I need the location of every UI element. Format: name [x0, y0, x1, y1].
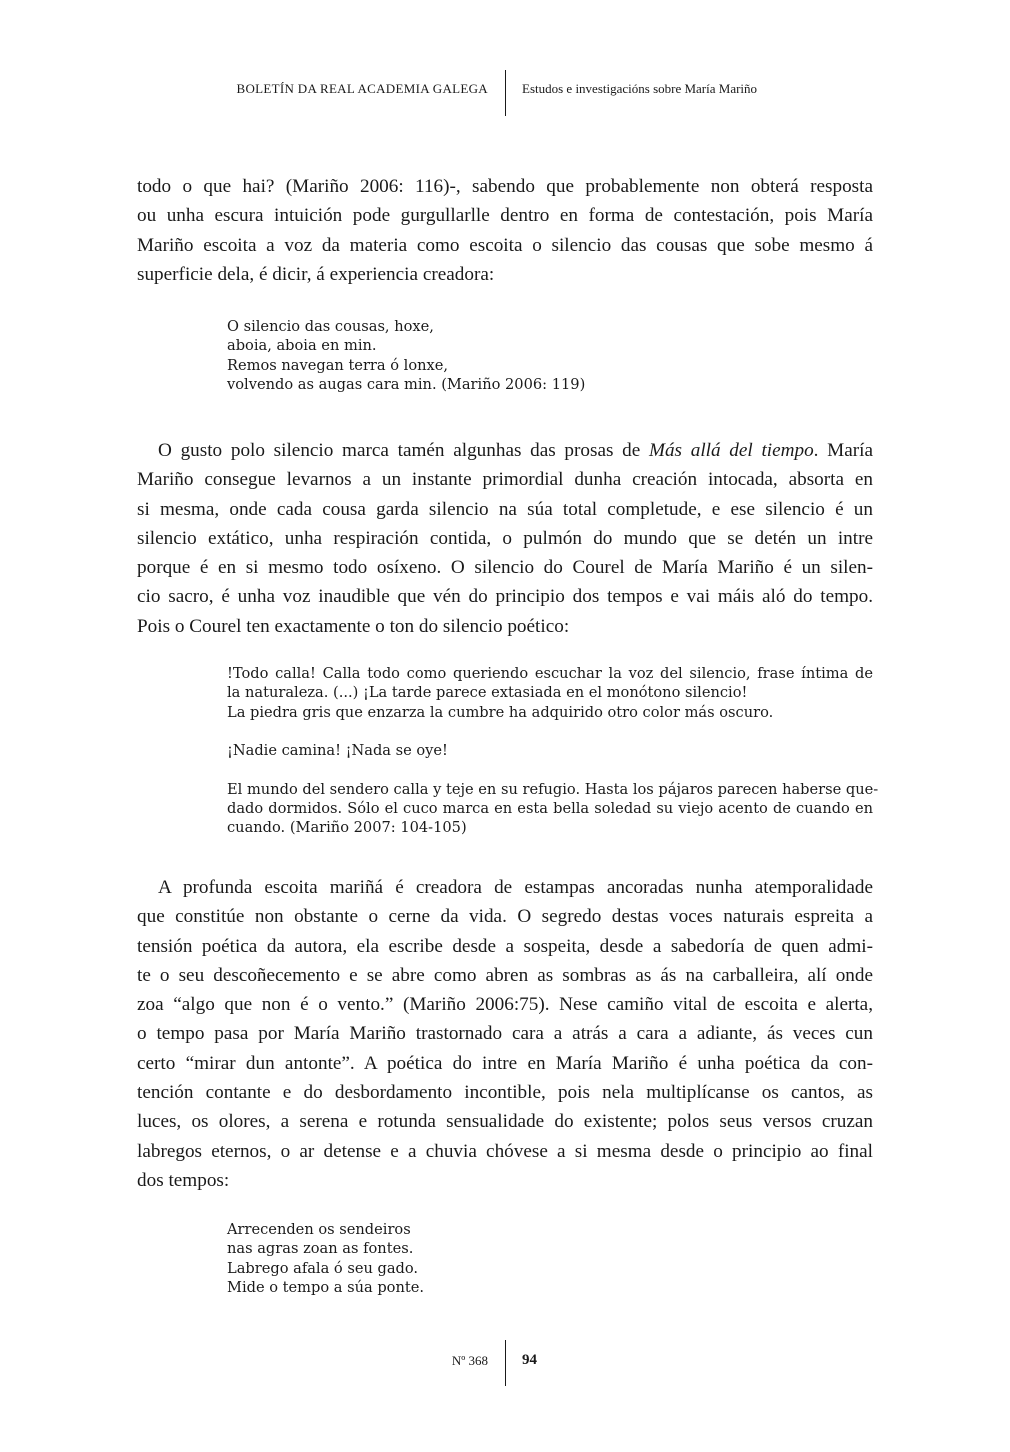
verse-line: nas agras zoan as fontes. — [227, 1240, 414, 1258]
verse-line: Remos navegan terra ó lonxe, — [227, 356, 449, 374]
header-divider — [505, 70, 506, 116]
quote-line: La piedra gris que enzarza la cumbre ha adquirido otro color más oscuro. — [227, 703, 774, 721]
text-line: luces, os olores, a serena e rotunda sensualidade do existente; polos seus versos cruzan — [137, 1111, 873, 1133]
quote-line: ¡Nadie camina! ¡Nada se oye! — [227, 742, 448, 760]
text-line: labregos eternos, o ar detense e a chuvia chóvese a si mesma desde o principio ao final — [137, 1140, 873, 1162]
text-line: superficie dela, é dicir, á experiencia creadora: — [137, 263, 495, 285]
text-line: porque é en si mesmo todo osíxeno. O silencio do Courel de María Mariño é un silen- — [137, 557, 873, 579]
text-line: que constitúe non obstante o cerne da vida. O segredo destas voces naturais espreita a — [137, 906, 873, 928]
text-line: si mesma, onde cada cousa garda silencio na súa total completude, e ese silencio é un — [137, 498, 873, 520]
verse-line: O silencio das cousas, hoxe, — [227, 318, 434, 335]
quote-line: cuando. (Mariño 2007: 104-105) — [227, 819, 467, 837]
verse-quote-1 — [227, 317, 585, 394]
paragraph-2 — [137, 436, 873, 641]
text-line: o tempo pasa por María Mariño trastornado cara a atrás a cara a adiante, ás veces cun — [137, 1023, 873, 1045]
text-line: silencio extático, unha respiración contida, o pulmón do mundo que se detén un intre — [137, 527, 873, 549]
text-line: Pois o Courel ten exactamente o ton do silencio poético: — [137, 615, 570, 637]
text-line: Mariño escoita a voz da materia como escoita o silencio das cousas que sobe mesmo á — [137, 234, 873, 256]
verse-line: Mide o tempo a súa ponte. — [227, 1278, 424, 1296]
text-line: todo o que hai? (Mariño 2006: 116)-, sabendo que probablemente non obterá resposta — [137, 176, 873, 197]
quote-line: El mundo del sendero calla y teje en su refugio. Hasta los pájaros parecen haberse que- — [227, 780, 879, 798]
verse-line: volvendo as augas cara min. (Mariño 2006: 119) — [227, 375, 586, 393]
text-line: te o seu descoñecemento e se abre como abren as sombras as ás na carballeira, alí onde — [137, 964, 873, 986]
quote-line: la naturaleza. (...) ¡La tarde parece extasiada en el monótono silencio! — [227, 684, 748, 702]
section-title: Estudos e investigacións sobre María Mariño — [522, 81, 758, 96]
text-segment: . María — [813, 440, 873, 461]
verse-line: Labrego afala ó seu gado. — [227, 1259, 419, 1277]
verse-line: aboia, aboia en min. — [227, 337, 377, 355]
text-line: tensión poética da autora, ela escribe desde a sospeita, desde a sabedoría de quen admi- — [137, 935, 873, 957]
quote-line: dado dormidos. Sólo el cuco marca en esta bella soledad su viejo acento de cuando en — [227, 800, 873, 818]
page-number: 94 — [522, 1352, 537, 1368]
prose-quote-2 — [227, 664, 879, 838]
issue-number: Nº 368 — [451, 1353, 488, 1368]
paragraph-1 — [137, 172, 873, 289]
text-line: A profunda escoita mariñá é creadora de estampas ancoradas nunha atemporalidade — [158, 877, 873, 898]
footer-divider — [505, 1340, 506, 1386]
quote-line: !Todo calla! Calla todo como queriendo escuchar la voz del silencio, frase íntima de — [227, 665, 873, 682]
text-line: cio sacro, é unha voz inaudible que vén do principio dos tempos e vai máis aló do tempo. — [137, 586, 873, 608]
verse-quote-3 — [227, 1220, 424, 1297]
text-line: zoa “algo que non é o vento.” (Mariño 2006:75). Nese camiño vital de escoita e alerta, — [137, 994, 873, 1016]
quote-spacer — [227, 760, 873, 779]
text-line: dos tempos: — [137, 1169, 230, 1191]
verse-line: Arrecenden os sendeiros — [227, 1221, 411, 1238]
text-line: ou unha escura intuición pode gurgullarlle dentro en forma de contestación, pois María — [137, 205, 873, 227]
text-line: tención contante e do desbordamento incontible, pois nela multiplícanse os cantos, as — [137, 1082, 873, 1104]
paragraph-3 — [137, 873, 873, 1195]
page-footer — [0, 1340, 1010, 1386]
text-line — [137, 436, 873, 465]
journal-title: BOLETÍN DA REAL ACADEMIA GALEGA — [236, 81, 488, 96]
running-header — [0, 70, 1010, 116]
text-line: certo “mirar dun antonte”. A poética do intre en María Mariño é unha poética da con- — [137, 1052, 873, 1074]
text-line: Mariño consegue levarnos a un instante primordial dunha creación intocada, absorta en — [137, 469, 873, 491]
text-segment: O gusto polo silencio marca tamén algunhas das prosas de — [158, 440, 649, 461]
quote-spacer — [227, 722, 873, 741]
book-title: Más allá del tiempo — [648, 440, 814, 461]
